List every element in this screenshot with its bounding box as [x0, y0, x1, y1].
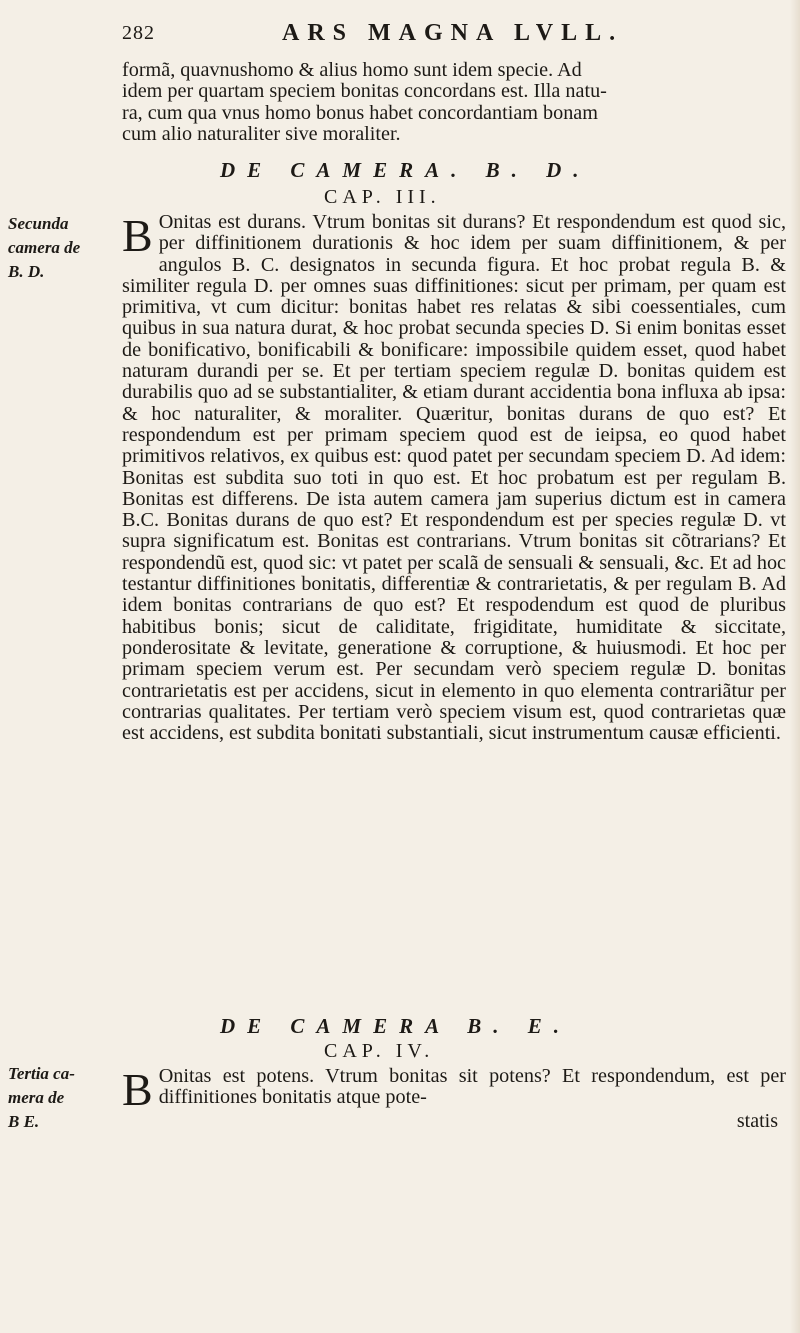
- margin-note-line: Tertia ca-: [8, 1064, 75, 1083]
- page-edge-shadow: [790, 0, 800, 1333]
- chapter-heading-3: CAP. III.: [324, 186, 441, 208]
- margin-note-line: B E.: [8, 1112, 40, 1131]
- catchword: statis: [736, 1110, 778, 1132]
- page-number: 282: [122, 22, 155, 44]
- chapter-heading-4: CAP. IV.: [324, 1040, 435, 1062]
- margin-note-line: Secunda: [8, 214, 69, 233]
- intro-line: cum alio naturaliter sive moraliter.: [122, 122, 401, 145]
- drop-cap: B: [122, 210, 153, 261]
- drop-cap: B: [122, 1064, 153, 1115]
- margin-note-line: mera de: [8, 1088, 65, 1107]
- margin-note-3: [8, 212, 80, 284]
- chapter-3-body: Onitas est durans. Vtrum bonitas sit durans? Et respondendum est quod sic, per diffinitionem durationis & hoc idem per suam diffinitionem, & per angulos B. C. designatos in secunda figura. Et hoc probat regula B. & similiter regula D. per omnes suas diffinitiones: sicut per primam, per quam est primitiva, vt cum dicitur: bonitas habet res relatas & sibi coessentiales, cum quibus in sua natura durat, & hoc probat secunda species D. Si enim bonitas esset de bonificativo, bonificabili & bonificare: impossibile quidem esset, quod habet naturam durandi per se. Et per tertiam speciem regulæ D. bonitas quidem est durabilis quo ad se substantialiter, & etiam durant accidentia bona influxa ab ipsa: & hoc naturaliter, & moraliter. Quæritur, bonitas durans de quo est? Et respondendum est per primam speciem quod est de ieipsa, eo quod habet primitivos relativos, ex quibus est: quod patet per secundam speciem D. Ad idem: Bonitas est subdita suo toti in quo est. Et hoc probatum est per regulam B. Bonitas est differens. De ista autem camera jam superius dictum est in camera B.C. Bonitas durans de quo est? Et respondendum est per species regulæ D. vt supra significatum est. Bonitas est contrarians. Vtrum bonitas sit cõtrarians? Et respondendũ est, quod sic: vt patet per scalã de sensuali & sensuali, &c. Et ad hoc testantur diffinitiones bonitatis, differentiæ & contrarietatis, & per regulam B. Ad idem bonitas contrarians de quo est? Et respodendum est quod de pluribus habitibus bonis; sicut de caliditate, frigiditate, humiditate & siccitate, ponderositate & levitate, generatione & corruptione, & huiusmodi. Et hoc per primam speciem verum est. Per secundam verò speciem regulæ D. bonitas contrarietatis est per accidens, sicut in elemento in quo elementa contrariãtur per contrarias qualitates. Per tertiam verò speciem visum est, quod contrarietas quæ est accidens, est subdita bonitati substantiali, sicut instrumentum causæ efficienti.: [122, 211, 786, 745]
- intro-line: idem per quartam speciem bonitas concordans est. Illa natu-: [122, 80, 607, 103]
- chapter-3-text: [122, 212, 786, 744]
- intro-paragraph: [122, 60, 786, 145]
- section-title-4: DE CAMERA B. E.: [220, 1014, 571, 1038]
- chapter-4-text: [122, 1064, 786, 1115]
- page-header: [122, 18, 762, 52]
- intro-line: formã, quavnushomo & alius homo sunt idem specie. Ad: [122, 59, 582, 81]
- chapter-4-body: Onitas est potens. Vtrum bonitas sit potens? Et respondendum, est per diffinitiones bonitatis atque pote-: [158, 1065, 786, 1109]
- margin-note-line: camera de: [8, 238, 81, 257]
- margin-note-line: B. D.: [8, 262, 45, 281]
- running-title: ARS MAGNA LVLL.: [282, 20, 624, 46]
- margin-note-4: [8, 1062, 75, 1134]
- intro-line: ra, cum qua vnus homo bonus habet concordantiam bonam: [122, 101, 598, 124]
- section-title-3: DE CAMERA. B. D.: [220, 158, 591, 182]
